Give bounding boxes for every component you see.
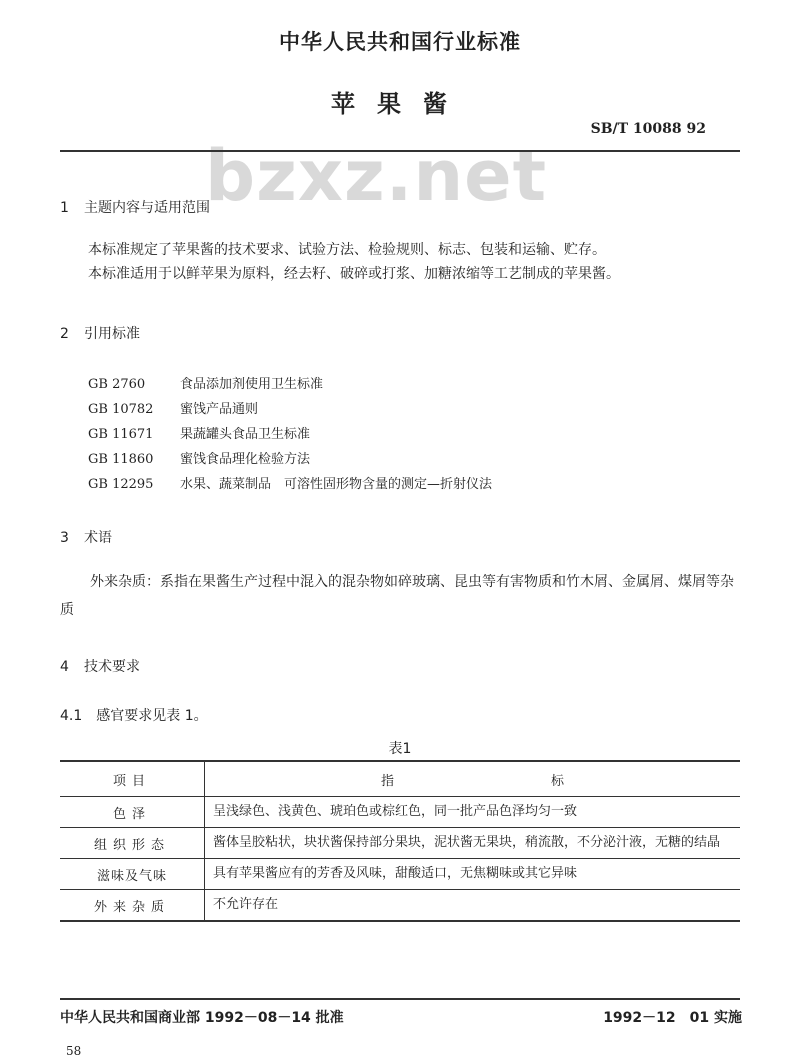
- row-item: 外来杂质: [60, 890, 205, 922]
- section-4-heading: [60, 656, 140, 676]
- header-indicator-part: 标: [550, 773, 564, 789]
- watermark: bzxz.net: [205, 135, 548, 217]
- section-number: 2: [60, 326, 69, 342]
- header-indicator: [205, 761, 741, 797]
- section-2-heading: [60, 323, 140, 343]
- footer-divider: [60, 998, 740, 1000]
- reference-code: GB 11860: [88, 452, 154, 467]
- sensory-requirements-table: [60, 760, 740, 922]
- row-value: 酱体呈胶粘状，块状酱保持部分果块，泥状酱无果块，稍流散，不分泌汁液，无糖的结晶: [205, 828, 741, 859]
- row-value: 不允许存在: [205, 890, 741, 922]
- reference-name: 蜜饯产品通则: [180, 402, 259, 417]
- reference-name: 蜜饯食品理化检验方法: [180, 452, 311, 467]
- section-title: 术语: [84, 530, 112, 546]
- row-item: 组织形态: [60, 828, 205, 859]
- reference-item: [88, 398, 492, 423]
- reference-name: 食品添加剂使用卫生标准: [180, 377, 324, 392]
- standard-code: SB/T 10088 92: [590, 121, 706, 137]
- reference-item: [88, 423, 492, 448]
- header-divider: [60, 150, 740, 152]
- section-number: 4: [60, 659, 69, 675]
- section-number: 3: [60, 530, 69, 546]
- table-row: [60, 797, 740, 828]
- section-number: 1: [60, 200, 69, 216]
- table-header-row: [60, 761, 740, 797]
- reference-list: [88, 373, 492, 498]
- reference-name: 果蔬罐头食品卫生标准: [180, 427, 311, 442]
- section-1-heading: [60, 197, 210, 217]
- table-caption: 表1: [388, 741, 412, 757]
- reference-item: [88, 473, 492, 498]
- table-row: [60, 890, 740, 922]
- row-value: 呈浅绿色、浅黄色、琥珀色或棕红色，同一批产品色泽均匀一致: [205, 797, 741, 828]
- section-3-heading: [60, 527, 112, 547]
- row-item: 色泽: [60, 797, 205, 828]
- header-indicator-part: 指: [380, 773, 394, 789]
- section-3-body: 外来杂质：系指在果酱生产过程中混入的混杂物如碎玻璃、昆虫等有害物质和竹木屑、金属屑、煤屑等杂质: [60, 574, 734, 618]
- section-title: 技术要求: [84, 659, 140, 675]
- section-title: 主题内容与适用范围: [84, 200, 210, 216]
- reference-code: GB 2760: [88, 377, 146, 392]
- approval-statement: 中华人民共和国商业部 1992－08－14 批准: [60, 1010, 344, 1026]
- reference-item: [88, 373, 492, 398]
- reference-code: GB 11671: [88, 427, 154, 442]
- table-row: [60, 828, 740, 859]
- subsection-4-1: 4.1 感官要求见表 1。: [60, 708, 208, 724]
- paragraph-line: 本标准规定了苹果酱的技术要求、试验方法、检验规则、标志、包装和运输、贮存。: [88, 242, 606, 258]
- implementation-date: 1992－12 01 实施: [603, 1010, 742, 1026]
- paragraph-line: 本标准适用于以鲜苹果为原料，经去籽、破碎或打浆、加糖浓缩等工艺制成的苹果酱。: [88, 266, 620, 282]
- section-title: 引用标准: [84, 326, 140, 342]
- row-item: 滋味及气味: [60, 859, 205, 890]
- reference-name: 水果、蔬菜制品 可溶性固形物含量的测定—折射仪法: [180, 477, 493, 492]
- page-number: 58: [66, 1044, 82, 1058]
- table-row: [60, 859, 740, 890]
- reference-code: GB 10782: [88, 402, 154, 417]
- row-value: 具有苹果酱应有的芳香及风味，甜酸适口，无焦糊味或其它异味: [205, 859, 741, 890]
- reference-code: GB 12295: [88, 477, 154, 492]
- issuing-org-header: 中华人民共和国行业标准: [279, 30, 521, 54]
- section-1-body: [88, 238, 620, 286]
- document-title: 苹果酱: [331, 90, 469, 118]
- reference-item: [88, 448, 492, 473]
- header-item: 项目: [60, 761, 205, 797]
